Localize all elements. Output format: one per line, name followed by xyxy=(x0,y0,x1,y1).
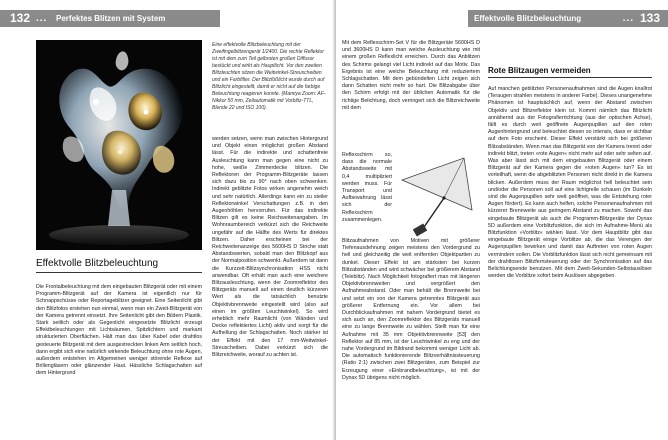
body-text-right-column: Auf manchen geblitzten Personenaufnahmen sind die Augen knallrot (Teraugen strahlen meistens in anderer Farbe). Dieses unangenehme Phänomen ist hauptsächlich auf, wenn der Abstand zwischen Objektiv und Blitzreflektor klein ist. Kommt nämlich das Blitzlicht annähernd aus der Fotografierrichtung (aus der optischen Achse), fällt es durch weit geöffnete Augenpupillen auf den roten Augenhintergrund und beleuchtet diesen so intensiv, dass er sichtbar auf dem Foto erscheint. Dieser Effekt verstärkt sich bei größeren Blitzabständen. Wenn man das Blitzgerät von der Kamera trennt oder indirekt blitzt, treten »rote Augen« nicht mehr auf oder sehr selten auf. Was aber lässt sich mit dem eingebauten Blitzgerät oder einem Blitzgerät auf der Kamera gegen die »roten Augen« tun? Es ist vorteilhaft, wenn die abgeblitzten Personen nicht direkt in die Kamera blicken. Außerdem muss der Raum möglichst hell beleuchtet sein und/oder die Personen soll auf eine lichtgrelle schauen (im Dunkeln sind die Augenpupillen sehr weit geöffnet, was die Entstehung roter Augen fördert). Es kann auch helfen, solche Personenaufnahmen mit kürzerer Brennweite aus geringem Abstand zu machen. Sowohl das eingebaute Blitzgerät als auch die Programm-Blitzgeräte der Dynax 5D außerdem eine Vorblitzfunktion, die sich im Aufnahme-Menü als Blitzfunktion »Vorblitz« wählen lässt. Vor dem Hauptblitz gibt das eingebaute Blitzgerät einige Vorblitze ab, die das Verengen der Augenpupillen bewirken und damit das Auftreten von roten Augen vermindern sollen. Die Vorblitzfunktion lässt sich nicht gemeinsam mit der drahtlosen Blitzfernsteuerung oder der Synchronisation auf das Belichtungsende benutzen. Mit dem Zweit-Sekunden-Selbstauslöser werden die Vorblitze sofort beim Auslösen abgegeben. xyxy=(488,86,652,280)
body-text-left-lower: Die Frontalbeleuchtung mit dem eingebauten Blitzgerät oder mit einem Programm-Blitzgerät auf der Kamera ist eigentlich nur für Schnappschüsse oder Reportageblitzer geeignet. Eine Seitenlicht gibt den Blitzfotos erstehen nun einmal, wenn man ein Zweit-Blitzgerät von der Kamera getrennt einsetzt. Ihre Seitenlicht gibt den Bildern Plastik. Stark seitlich oder als Gegenlicht eingesetzte Blitzlicht erzeugt Effektbeleuchtungen mit Lichtsäumen, Spitzlichtern und markant strukturierten Oberflächen. Hält man das über Kabel oder drahtlos gesteuerte Blitzgerät mit dem ausgestreckten linken Arm seitlich hoch, dann ergibt sich eine natürlich wirkende Beleuchtung ohne rote Augen, außerdem entstehen im Allgemeinen weniger störende Reflexe auf Brillengläsern oder glänzender Haut. Hässliche Schlagschatten auf dem Hintergrund xyxy=(36,284,202,377)
header-dots-right: ... xyxy=(622,13,634,24)
body-text-right-upper: Mit dem Reflexschirm-Set V für die Blitzgeräte 5600HS D und 3600HS D kann man weiche Ausleuchtung wie mit einem großen Reflexlicht erreichen. Durch das Anblitzen des Schirms gelangt viel Licht indirekt auf das Motiv. Das Ergebnis ist eine weiche Beleuchtung mit reduziertem Schlagschatten. Mit dem gebündelten Licht zeigen sich dann Schatten nicht mehr so hart. Die Blitzabgabe über den Schirm erfolgt mit der üblichen Automatik für die richtige Belichtung, doch verringert sich die Blitzreichweite mit dem xyxy=(342,40,480,111)
running-header-right: Effektvolle Blitzbeleuchtung xyxy=(474,14,582,23)
section-heading-right: Rote Blitzaugen vermeiden xyxy=(488,66,652,78)
running-header-left: Perfektes Blitzen mit System xyxy=(56,14,166,23)
photo-caption: Eine effektvolle Blitzbeleuchtung mit der Zweifingelblitzengerät 1/2400. Die rechte Reflektor ist mit dem zum Teil gelbroten großen Diffusor bestückt und wirkt als Hauptlicht. Vor den zweiten Blitzleuchten sitzen die Weitwinkel-Streuscheiben und ein Farbfilter. Der Blitzfüßlicht wurde durch auf Blitzlicht eingestellt, damit er nicht auf die farbige Beleuchtung reagieren konnte. (Mamiya Zoom: AF-Nikkor 50 mm, Zeitautomatik mit Vorblitz-TTL, Blende 22 und ISO 100). xyxy=(212,42,326,111)
reflector-umbrella-diagram xyxy=(394,150,480,240)
body-text-left-upper: werden setzen, wenn man zwischen Hintergrund und Objekt einen möglichst großen Abstand lässt. Für die indirekte und schattenfreie Ausleuchtung kann man gegen eine nicht zu hohe, weiße Zimmerdecke blitzen. Die Reflektoren der Programm-Blitzgeräte lassen sich dazu bis zu 90° nach oben schwenken. Indirekt geblitzte Fotos wirken angenehm weich und sehr natürlich. Allerdings kann ein zu steiler Reflektorwinkel Verschattungen z.B. in den Augenhöhlen hervorrufen. Für das indirekte Blitzen gilt es keine Reichweitenangaben. Im Wohnraumbereich verkürzt sich die Reichweite ungefähr auf die Hälfte des Werts für direktes Blitzen. Daher erscheinen bei der Reichweitenanzeige des 5600HS D Striche statt Abstandswerten, sobald man den Blitzkopf aus der Normalposition schwenkt. Außerdem ist dann die Kurzzeit-Blitzsynchronisation HSS nicht anwendbar. Oft erhält man auch eine weichere Blitzausleuchtung, wenn der Zoomreflektor des Blitzgeräts manuell auf einen deutlich kürzeren Wert als die tatsächlich benutzte Objektivbrennweite eingestellt wird (also auf einen im größten Leuchtwinkel). So wird erheblich mehr Raumlicht (von Wänden und Decke reflektiertes Licht) aktiv und sorgt für die Aufhellung der Schlagschatten. Noch stärker ist der Effekt mit den 17 mm-Weitwinkel-Streuscheiben. Dabei verkürzt sich die Blitzreichweite, worauf zu achten ist. xyxy=(212,136,328,359)
page-number-right: 133 xyxy=(639,11,660,25)
body-text-right-narrow: Reflexschirm so, dass die normale Abstandsweite mit 0,4 multipliziert werden muss. Für Transport und Aufbewahrung lässt sich der Reflexschirm zusammenlegen. xyxy=(342,152,392,223)
header-dots-left: ... xyxy=(36,13,48,24)
glass-figurine-photo xyxy=(36,40,202,250)
section-heading-left: Effektvolle Blitzbeleuchtung xyxy=(36,258,202,273)
right-page xyxy=(336,0,668,440)
page-number-left: 132 xyxy=(10,11,31,25)
body-text-right-lower: Blitzaufnahmen von Motiven mit größerer Tiefenausdehnung zeigen meistens den Vordergrund zu hell und gleichzeitig die weit entfernten Objektpartien zu dunkel. Dieser Effekt ist am stärksten bei kurzen Blitzabständen und wird schwächer bei größerem Abstand (Teleblitz). Nach Möglichkeit fotografiert man mit längeren Objektivbrennweiten und vergrößert den Aufnahmeabstand. Oder man behält die Brennweite bei und setzt ein von der Kamera getrenntes Blitzgerät aus größerer Entfernung ein. Vor allem bei Durchblickaufnahmen mit nahem Vordergrund bietet es sich auch an, den Zoomreflektor des Blitzgeräts manuell eine zu lange Brennweite zu wählen. Stellt man für eine Aufnahme mit 35 mm Objektivbrennweite [53] den Reflektor auf 85 mm, ist der Leuchtwinkel zu eng und der nahe Vordergrund im Bildrand bekommt weniger Licht ab. Die automatisch funktionierende Blitzverhältnissteuerung (Ratio 2:1) zwischen zwei Blitzgeräten, zum Beispiel zur Erzeugung einer »Einbrandbeleuchtung«, ist mit der Dynax 5D übrigens nicht möglich. xyxy=(342,238,480,381)
